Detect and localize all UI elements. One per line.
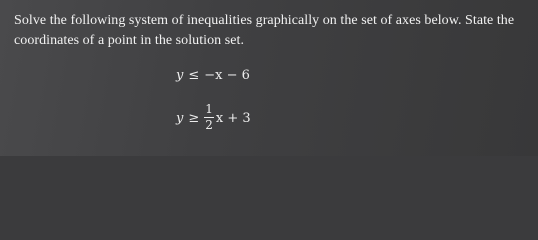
inequality-2-rhs-tail: x + 3 <box>215 111 251 126</box>
inequality-1-rhs: −x − 6 <box>204 68 250 83</box>
question-prompt: Solve the following system of inequalities graphically on the set of axes below. State the coordinates of a point in the solution set. <box>14 13 515 48</box>
inequality-2-operator: ≥ <box>188 111 200 126</box>
inequality-2-fraction <box>204 103 214 132</box>
inequality-1-operator: ≤ <box>188 68 200 83</box>
inequality-2 <box>176 104 251 133</box>
inequality-2-lhs: y <box>176 111 184 126</box>
fraction-denominator: 2 <box>205 118 213 132</box>
fraction-numerator: 1 <box>205 102 213 116</box>
inequality-1-lhs: y <box>176 68 184 83</box>
inequality-1 <box>176 68 250 83</box>
